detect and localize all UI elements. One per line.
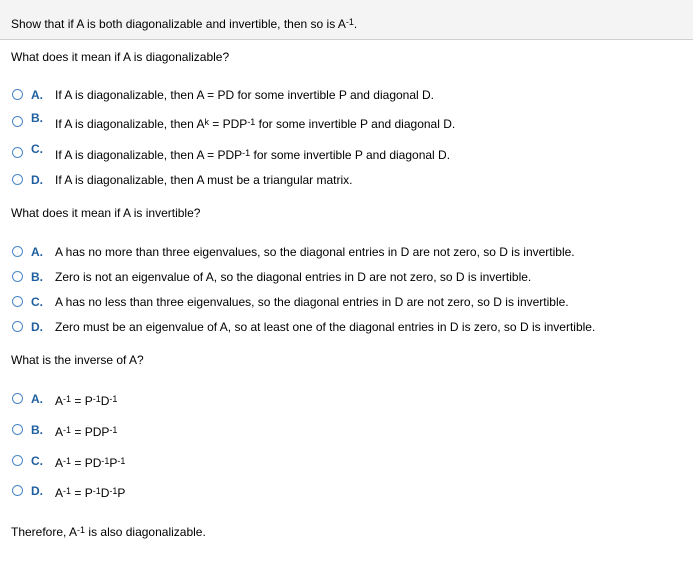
question-diagonalizable: What does it mean if A is diagonalizable? <box>11 50 230 64</box>
radio-button[interactable] <box>12 116 23 127</box>
problem-header <box>0 0 693 40</box>
radio-button[interactable] <box>12 424 23 435</box>
question-inverse: What is the inverse of A? <box>11 353 144 367</box>
radio-button[interactable] <box>12 455 23 466</box>
radio-button[interactable] <box>12 296 23 307</box>
radio-button[interactable] <box>12 246 23 257</box>
radio-button[interactable] <box>12 485 23 496</box>
radio-button[interactable] <box>12 321 23 332</box>
radio-button[interactable] <box>12 271 23 282</box>
radio-button[interactable] <box>12 89 23 100</box>
question-invertible: What does it mean if A is invertible? <box>11 206 201 220</box>
conclusion-text: Therefore, $A^{-1}$ is also diagonalizable. <box>11 525 206 539</box>
radio-button[interactable] <box>12 147 23 158</box>
radio-button[interactable] <box>12 393 23 404</box>
radio-button[interactable] <box>12 174 23 185</box>
problem-statement: Show that if A is both diagonalizable and invertible, then so is $A^{-1}$. <box>11 17 358 31</box>
